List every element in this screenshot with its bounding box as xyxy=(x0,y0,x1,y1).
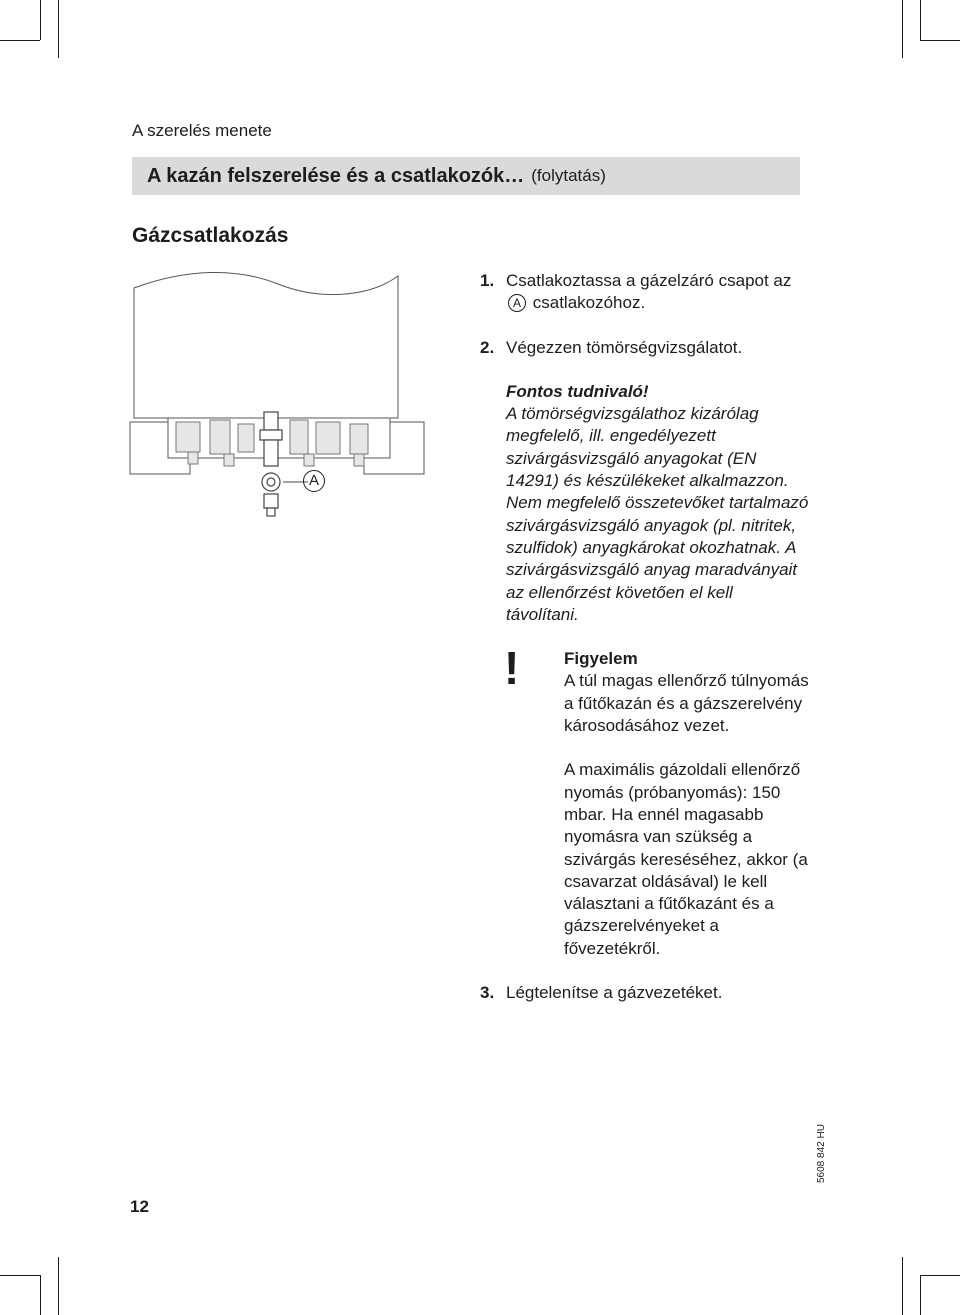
step-1 xyxy=(480,270,810,315)
crop-mark xyxy=(920,1275,921,1315)
boiler-illustration xyxy=(128,270,428,530)
title-continuation: (folytatás) xyxy=(531,166,606,185)
pressure-text: A maximális gázoldali ellenőrző nyomás (próbanyomás): 150 mbar. Ha ennél magasabb nyomásra van szükség a szivárgás kereséséhez, akkor (a csavarzat oldásával) le kell választani a fűtőkazánt és a gázszerelvényeket a fővezetékről. xyxy=(564,760,808,958)
step-3 xyxy=(480,982,810,1004)
step-number: 2. xyxy=(480,337,495,357)
crop-mark xyxy=(40,0,41,40)
ref-circle: A xyxy=(508,294,526,312)
step-number: 3. xyxy=(480,983,495,1003)
instructions xyxy=(480,270,810,1004)
crop-mark xyxy=(58,1257,59,1315)
warning-heading: Figyelem xyxy=(564,649,638,669)
note-body: A tömörségvizsgálathoz kizárólag megfelelő, ill. engedélyezett szivárgásvizsgáló anyagokat (EN 14291) és készülékeket alkalmazzon. Nem megfelelő összetevőket tartalmazó szivárgásvizsgáló anyagok (pl. nitritek, szulfidok) anyagkárokat okozhatnak. A szivárgásvizsgáló anyag maradványait az ellenőrzést követően el kell távolítani. xyxy=(506,404,809,624)
gas-connection-figure xyxy=(128,270,428,535)
step-number: 1. xyxy=(480,271,495,290)
step-text: Csatlakoztassa a gázelzáró csapot az A csatlakozóhoz. xyxy=(506,271,792,313)
crop-mark xyxy=(0,40,40,41)
title-bar xyxy=(132,157,800,195)
crop-mark xyxy=(920,0,921,40)
crop-mark xyxy=(902,0,903,58)
crop-mark xyxy=(920,40,960,41)
crop-mark xyxy=(58,0,59,58)
crop-mark xyxy=(40,1275,41,1315)
warning-body: A túl magas ellenőrző túlnyomás a fűtőkazán és a gázszerelvény károsodásához vezet. xyxy=(564,671,809,736)
note-heading: Fontos tudnivaló! xyxy=(506,381,649,401)
page-number: 12 xyxy=(130,1197,149,1216)
document-code: 5608 842 HU xyxy=(816,1124,827,1183)
crop-mark xyxy=(920,1275,960,1276)
step-text: Végezzen tömörségvizsgálatot. xyxy=(506,337,743,357)
warning-icon: ! xyxy=(504,642,520,695)
sub-heading: Gázcsatlakozás xyxy=(132,224,289,247)
section-label: A szerelés menete xyxy=(132,121,272,140)
callout-a: A xyxy=(303,470,325,492)
crop-mark xyxy=(902,1257,903,1315)
warning xyxy=(480,642,810,737)
important-note xyxy=(506,381,810,626)
step-text: Légtelenítse a gázvezetéket. xyxy=(506,983,723,1003)
crop-mark xyxy=(0,1275,40,1276)
page-title: A kazán felszerelése és a csatlakozók… xyxy=(147,164,525,187)
step-2 xyxy=(480,337,810,359)
